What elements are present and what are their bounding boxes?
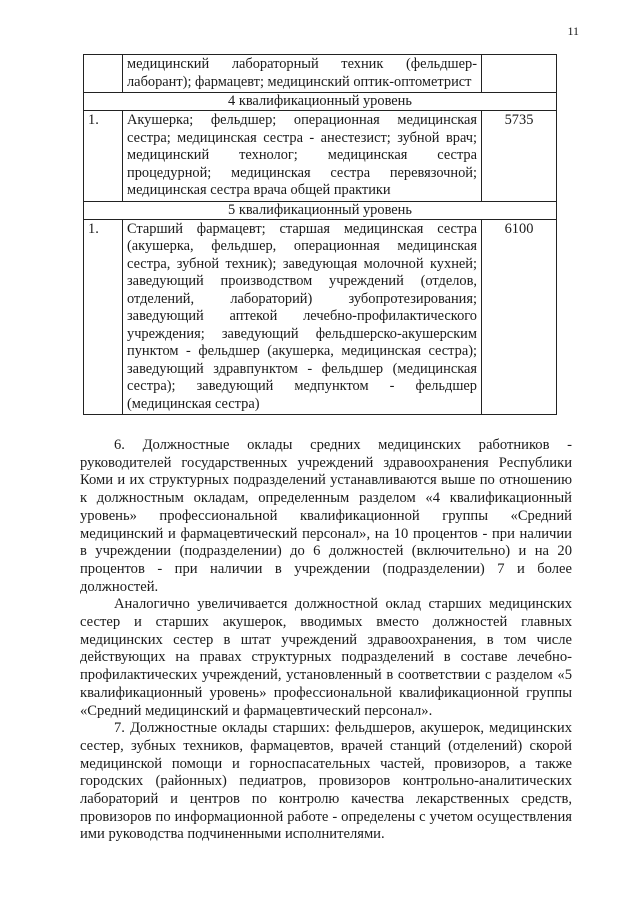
row-number-cell: 1. <box>84 111 123 202</box>
paragraph: 6. Должностные оклады средних медицинских работников - руководителей государственных учреждений здравоохранения Республики Коми и их структурных подразделений устанавливаются выше по отношению к должностным окладам, определенным разделом «4 квалификационный уровень» профессиональной квалификационной группы «Средний медицинский и фармацевтический персонал», на 10 процентов - при наличии в учреждении (подразделении) до 6 должностей (включительно) и на 20 процентов - при наличии в учреждении (подразделении) 7 и более должностей. <box>80 437 572 595</box>
table-row <box>84 55 557 93</box>
salary-cell <box>482 55 557 93</box>
qualification-table <box>83 54 557 415</box>
row-number-cell: 1. <box>84 219 123 415</box>
level-header: 5 квалификационный уровень <box>84 201 557 219</box>
level-header-row <box>84 93 557 111</box>
table-row <box>84 219 557 415</box>
position-list-cell: Акушерка; фельдшер; операционная медицинская сестра; медицинская сестра - анестезист; зубной врач; медицинский технолог; медицинская сестра процедурной; медицинская сестра перевязочной; медицинская сестра врача общей практики <box>123 111 482 202</box>
page-number: 11 <box>567 24 579 38</box>
level-header: 4 квалификационный уровень <box>84 93 557 111</box>
salary-cell: 6100 <box>482 219 557 415</box>
position-list-cell: медицинский лабораторный техник (фельдшер-лаборант); фармацевт; медицинский оптик-оптометрист <box>123 55 482 93</box>
table-row <box>84 111 557 202</box>
paragraph: Аналогично увеличивается должностной оклад старших медицинских сестер и старших акушерок, вводимых вместо должностей главных медицинских сестер в штат учреждений здравоохранения, в том числе действующих на правах структурных подразделений в составе лечебно-профилактических учреждений, установленный в соответствии с разделом «5 квалификационный уровень» профессиональной квалификационной группы «Средний медицинский и фармацевтический персонал». <box>80 596 572 719</box>
level-header-row <box>84 201 557 219</box>
paragraph: 7. Должностные оклады старших: фельдшеров, акушерок, медицинских сестер, зубных техников, фармацевтов, врачей станций (отделений) скорой медицинской помощи и горноспасательных частей, провизоров, а также городских (районных) педиатров, провизоров контрольно-аналитических лабораторий и центров по контролю качества лекарственных средств, провизоров по информационной работе - определены с учетом осуществления ими руководства подчиненными исполнителями. <box>80 720 572 843</box>
body-text <box>80 437 572 844</box>
salary-cell: 5735 <box>482 111 557 202</box>
position-list-cell: Старший фармацевт; старшая медицинская сестра (акушерка, фельдшер, операционная медицинская сестра, зубной техник); заведующая молочной кухней; заведующий производством учреждений (отделов, отделений, лабораторий) зубопротезирования; заведующий аптекой лечебно-профилактического учреждения; заведующий фельдшерско-акушерским пунктом - фельдшер (акушерка, медицинская сестра); заведующий здравпунктом - фельдшер (медицинская сестра); заведующий медпунктом - фельдшер (медицинская сестра) <box>123 219 482 415</box>
row-number-cell <box>84 55 123 93</box>
